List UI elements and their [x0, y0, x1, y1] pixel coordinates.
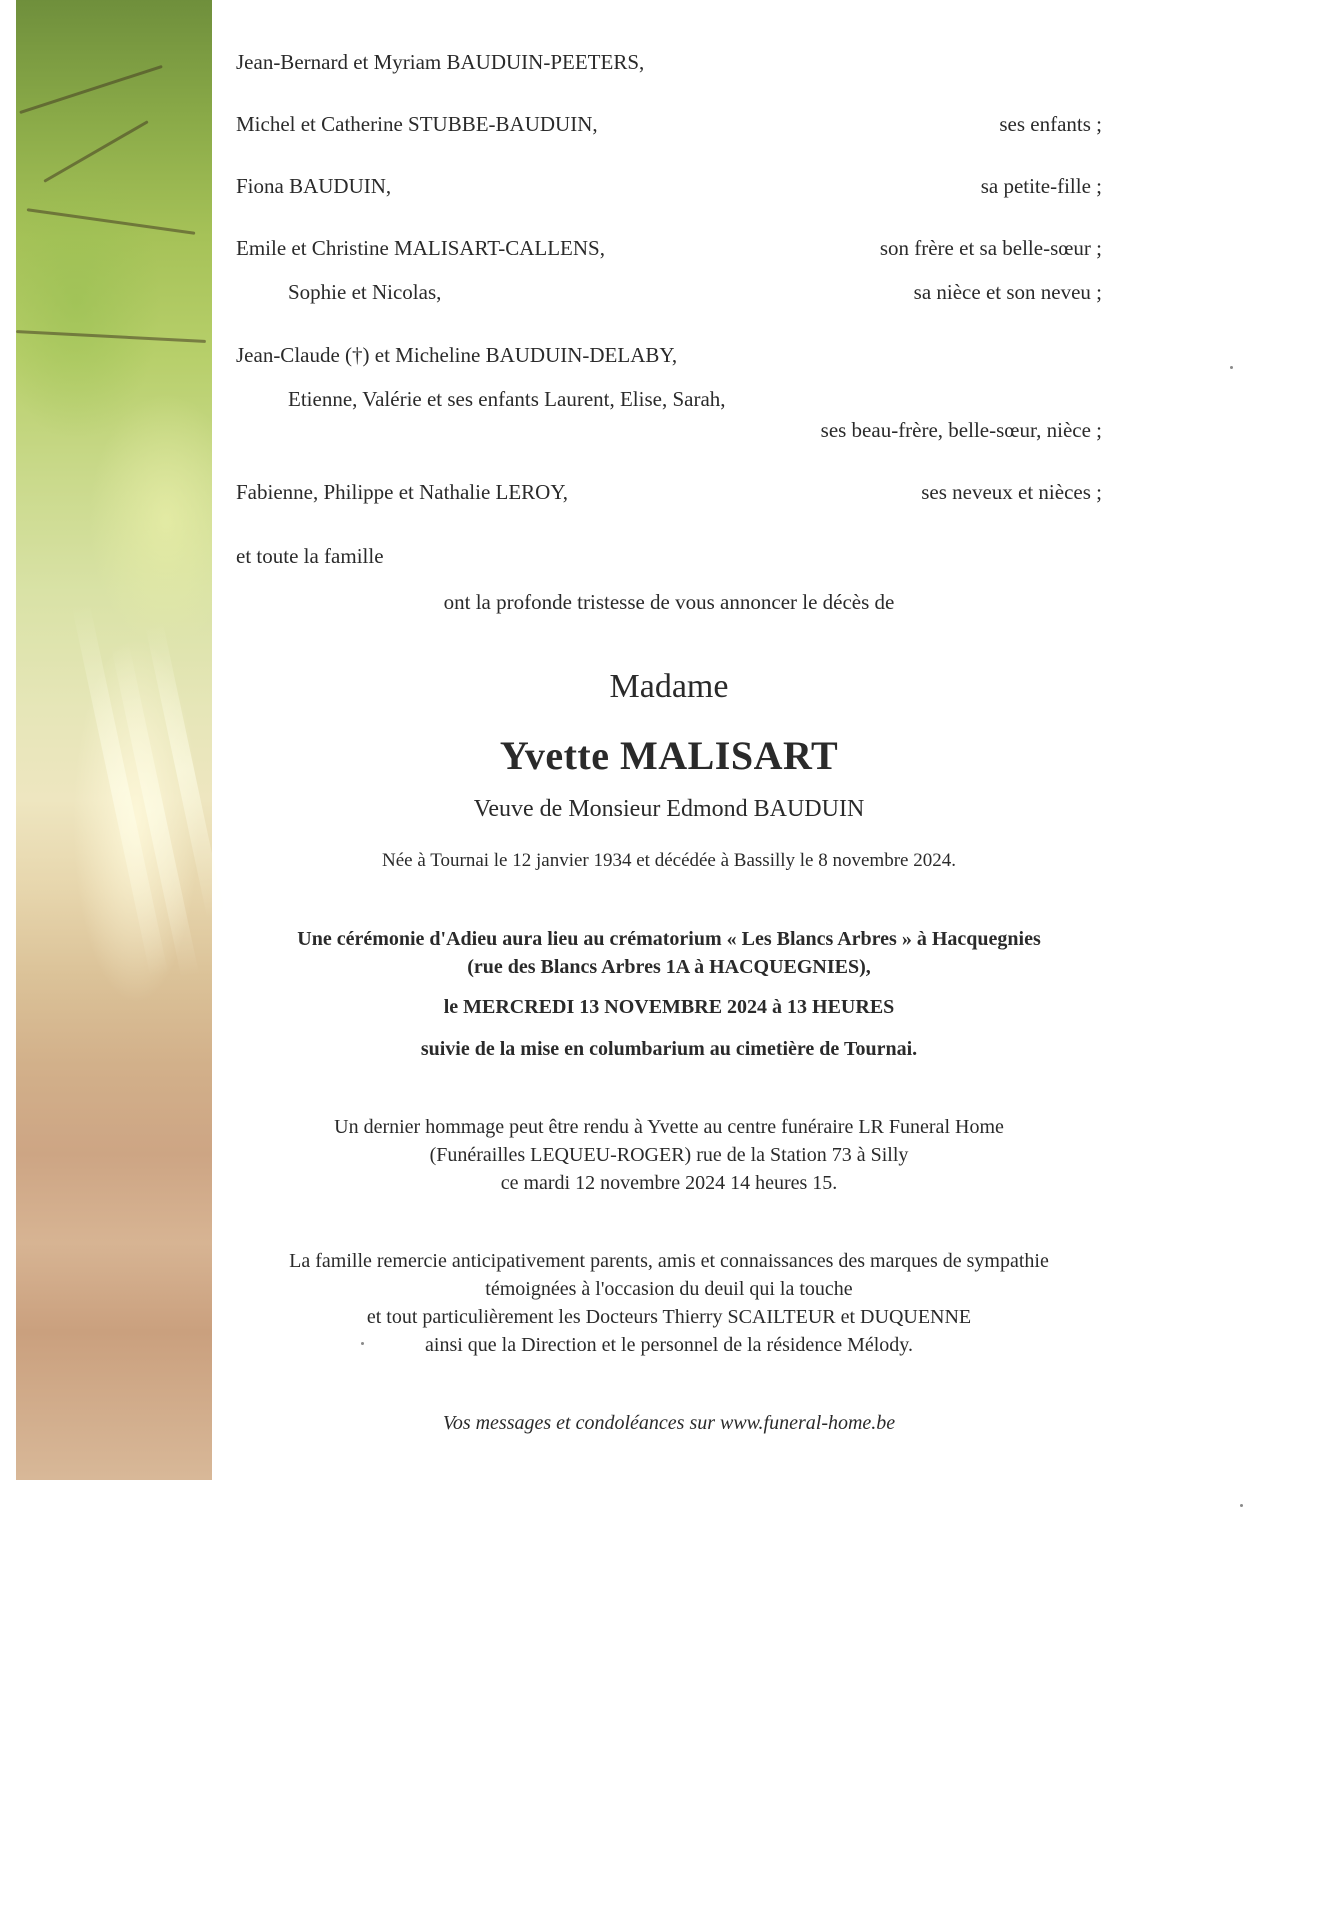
ceremony-line-2: (rue des Blancs Arbres 1A à HACQUEGNIES),: [467, 956, 871, 978]
family-line-5: Sophie et Nicolas,: [288, 280, 442, 304]
family-line-9: et toute la famille: [236, 544, 384, 568]
tribute-line-1: Un dernier hommage peut être rendu à Yvette au centre funéraire LR Funeral Home: [334, 1116, 1004, 1138]
tree-branch: [27, 208, 196, 235]
tree-branch: [16, 330, 206, 343]
thanks-line-3: et tout particulièrement les Docteurs Thierry SCAILTEUR et DUQUENNE: [366, 1306, 972, 1328]
announcement: ont la profonde tristesse de vous annoncer le décès de: [443, 590, 895, 614]
tribute-line-3: ce mardi 12 novembre 2024 14 heures 15.: [500, 1172, 838, 1194]
tree-branch: [43, 120, 148, 183]
deceased-name: Yvette MALISART: [499, 733, 839, 778]
tribute-line-2: (Funérailles LEQUEU-ROGER) rue de la Station 73 à Silly: [429, 1144, 909, 1166]
family-line-2: Michel et Catherine STUBBE-BAUDUIN,: [236, 112, 598, 136]
family-line-6: Jean-Claude (†) et Micheline BAUDUIN-DELABY,: [236, 343, 678, 367]
ceremony-line-1: Une cérémonie d'Adieu aura lieu au crématorium « Les Blancs Arbres » à Hacquegnies: [297, 928, 1041, 950]
ceremony-line-4: suivie de la mise en columbarium au cimetière de Tournai.: [420, 1038, 918, 1060]
family-line-4: Emile et Christine MALISART-CALLENS,: [236, 236, 605, 260]
obituary-text: [236, 0, 1102, 1480]
ceremony-line-3: le MERCREDI 13 NOVEMBRE 2024 à 13 HEURES: [443, 996, 895, 1018]
family-role-2: ses enfants ;: [999, 112, 1102, 136]
family-role-4: son frère et sa belle-sœur ;: [879, 236, 1102, 260]
scan-speck: [1230, 366, 1233, 369]
family-line-1: Jean-Bernard et Myriam BAUDUIN-PEETERS,: [236, 50, 645, 74]
forest-path-image: [16, 0, 212, 1480]
family-line-8: Fabienne, Philippe et Nathalie LEROY,: [236, 480, 569, 504]
thanks-line-4: ainsi que la Direction et le personnel de la résidence Mélody.: [425, 1334, 913, 1356]
deceased-widow: Veuve de Monsieur Edmond BAUDUIN: [473, 796, 865, 822]
family-role-8: ses neveux et nièces ;: [921, 480, 1102, 504]
scan-speck: [1240, 1504, 1243, 1507]
family-line-7: Etienne, Valérie et ses enfants Laurent, Elise, Sarah,: [288, 387, 726, 411]
thanks-line-2: témoignées à l'occasion du deuil qui la touche: [485, 1278, 853, 1300]
light-ray: [145, 621, 225, 918]
tree-branch: [19, 65, 163, 114]
thanks-line-1: La famille remercie anticipativement parents, amis et connaissances des marques de sympathie: [289, 1250, 1049, 1272]
deceased-dates: Née à Tournai le 12 janvier 1934 et décédée à Bassilly le 8 novembre 2024.: [382, 850, 956, 871]
family-role-5: sa nièce et son neveu ;: [913, 280, 1102, 304]
deceased-title: Madame: [609, 668, 729, 705]
condolences-link-text: Vos messages et condoléances sur www.funeral-home.be: [442, 1412, 896, 1434]
family-role-3: sa petite-fille ;: [980, 174, 1102, 198]
family-line-3: Fiona BAUDUIN,: [236, 174, 392, 198]
family-role-7: ses beau-frère, belle-sœur, nièce ;: [820, 418, 1102, 442]
scan-speck: [361, 1342, 364, 1345]
